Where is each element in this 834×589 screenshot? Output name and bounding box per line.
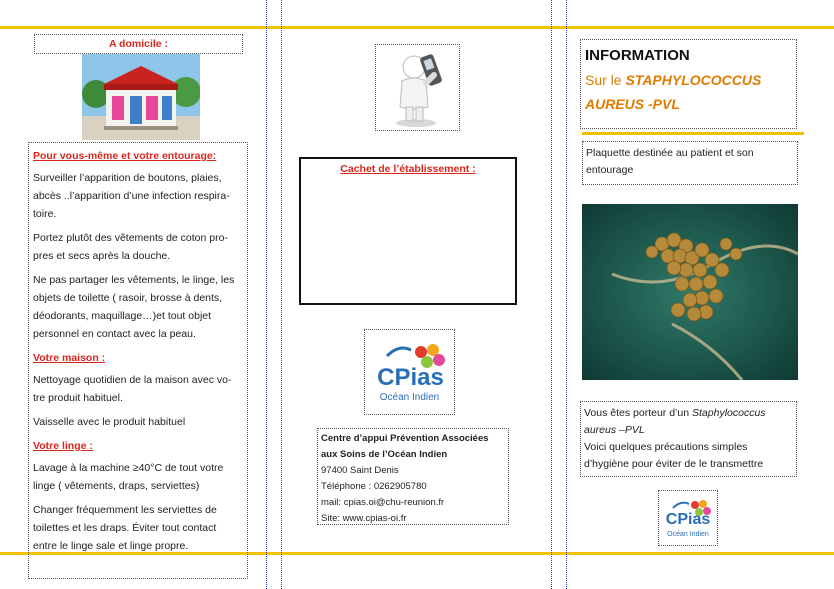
info-title: INFORMATION xyxy=(585,47,690,64)
leaflet-note: Plaquette destinée au patient et son entourage xyxy=(586,147,754,176)
self-heading: Pour vous-même et votre entourage: xyxy=(33,150,217,162)
fold-guide-2a xyxy=(551,0,552,589)
home-heading-box xyxy=(34,34,243,54)
carrier-name: Staphylococcus aureus –PVL xyxy=(584,407,766,436)
contact-org-1: Centre d’appui Prévention Associées xyxy=(321,433,489,444)
advice-column-box xyxy=(28,142,248,579)
cpias-logo-small-sub: Océan Indien xyxy=(667,531,709,538)
carrier-advice: Voici quelques précautions simples d’hygiène pour éviter de le transmettre xyxy=(584,441,764,470)
house-image-frame xyxy=(82,54,200,140)
creole-house-image xyxy=(82,54,200,140)
stamp-label: Cachet de l’établissement : xyxy=(340,163,476,175)
fold-guide-1a xyxy=(266,0,267,589)
contact-org-2: aux Soins de l’Océan Indien xyxy=(321,449,448,460)
fold-guide-2b xyxy=(566,0,567,589)
linen-heading: Votre linge : xyxy=(33,440,93,452)
linen-para-1: Lavage à la machine ≥40°C de tout votre linge ( vêtements, draps, serviettes) xyxy=(33,462,224,492)
contact-address: 97400 Saint Denis xyxy=(321,465,399,476)
bacteria-image-frame xyxy=(582,204,798,380)
info-subtitle-name: STAPHYLOCOCCUS AUREUS -PVL xyxy=(585,72,762,112)
self-para-3: Ne pas partager les vêtements, le linge, les objets de toilette ( rasoir, brosse à dents, déodorants, maquillage…)et tout objet personnel en contact avec la peau. xyxy=(33,274,235,340)
title-yellow-rule xyxy=(582,132,804,135)
contact-mail: mail: cpias.oi@chu-reunion.fr xyxy=(321,497,445,508)
carrier-prefix: Vous êtes porteur d’un xyxy=(584,407,690,419)
carrier-line xyxy=(584,405,793,439)
self-para-1: Surveiller l’apparition de boutons, plaies, abcès ..l’apparition d’une infection respira-toire. xyxy=(33,172,230,220)
house-heading: Votre maison : xyxy=(33,352,106,364)
cpias-logo-sub: Océan Indien xyxy=(379,392,440,403)
home-heading: A domicile : xyxy=(108,38,169,50)
cpias-logo-word: CPias xyxy=(377,364,444,391)
cpias-logo-small-frame xyxy=(658,490,718,546)
carrier-box xyxy=(580,401,797,477)
linen-para-2: Changer fréquemment les serviettes de toilettes et les draps. Éviter tout contact entre le linge sale et linge propre. xyxy=(33,504,217,552)
title-box xyxy=(580,39,797,129)
contact-site: Site: www.cpias-oi.fr xyxy=(321,513,407,524)
top-yellow-rule xyxy=(0,26,834,29)
house-para-1: Nettoyage quotidien de la maison avec vo-tre produit habituel. xyxy=(33,374,232,404)
bacteria-micrograph-image xyxy=(582,204,798,380)
self-para-2: Portez plutôt des vêtements de coton pro-pres et secs après la douche. xyxy=(33,232,228,262)
cpias-logo-small-word: CPias xyxy=(665,511,711,528)
fold-guide-1b xyxy=(281,0,282,589)
contact-box xyxy=(317,428,509,525)
person-phone-icon xyxy=(376,45,459,130)
stamp-box xyxy=(299,157,517,305)
phone-figure-frame xyxy=(375,44,460,131)
info-subtitle-prefix: Sur le xyxy=(585,72,622,88)
cpias-logo-frame xyxy=(364,329,455,415)
house-para-2: Vaisselle avec le produit habituel xyxy=(33,416,186,428)
contact-phone: Téléphone : 0262905780 xyxy=(321,481,427,492)
leaflet-note-box xyxy=(582,141,798,185)
